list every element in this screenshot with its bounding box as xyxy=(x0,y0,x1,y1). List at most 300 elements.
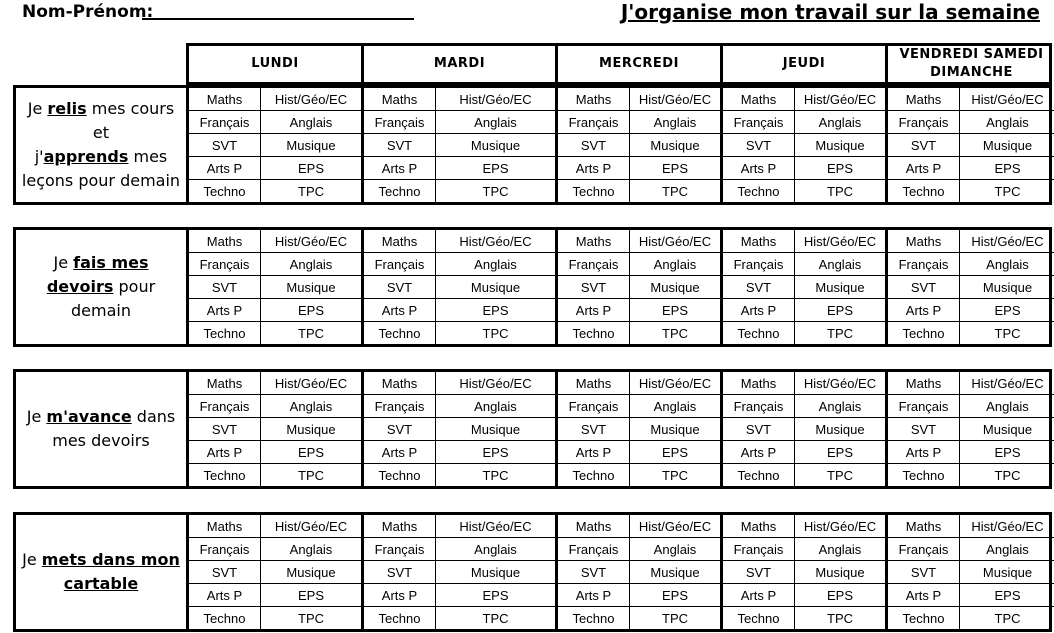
day-column xyxy=(189,515,364,629)
subject-cell: TPC xyxy=(994,467,1021,483)
subject-row xyxy=(189,584,361,607)
subject-cell: TPC xyxy=(662,610,688,626)
subject-cell: Maths xyxy=(723,88,795,110)
subject-row xyxy=(558,584,720,607)
subject-row xyxy=(189,111,361,134)
subject-row xyxy=(364,157,555,180)
subject-cell: Techno xyxy=(558,322,630,344)
page-title: J'organise mon travail sur la semaine xyxy=(620,0,1040,24)
subject-cell: EPS xyxy=(826,302,853,318)
subject-cell: Musique xyxy=(650,421,700,437)
subject-row xyxy=(558,372,720,395)
subject-cell: TPC xyxy=(827,467,853,483)
subject-row xyxy=(364,584,555,607)
subject-row xyxy=(189,157,361,180)
subject-row xyxy=(723,157,885,180)
subject-cell: Musique xyxy=(286,137,336,153)
subject-row xyxy=(888,561,1054,584)
subject-cell: Hist/Géo/EC xyxy=(971,233,1044,249)
subject-cell: Maths xyxy=(558,372,630,394)
subject-row xyxy=(888,134,1054,157)
subject-row xyxy=(888,157,1054,180)
section-label-emphasis: cartable xyxy=(63,574,139,593)
subject-cell: EPS xyxy=(994,587,1021,603)
subject-row xyxy=(189,395,361,418)
day-column xyxy=(888,372,1054,486)
subject-cell: Techno xyxy=(364,180,436,202)
subject-row xyxy=(189,299,361,322)
subject-cell: EPS xyxy=(826,587,853,603)
subject-cell: Hist/Géo/EC xyxy=(274,233,348,249)
subject-cell: Hist/Géo/EC xyxy=(971,375,1044,391)
subject-row xyxy=(888,299,1054,322)
subject-cell: EPS xyxy=(661,302,688,318)
subject-cell: Anglais xyxy=(818,398,862,414)
section-block xyxy=(13,227,1052,347)
subject-row xyxy=(888,441,1054,464)
subject-cell: Musique xyxy=(815,279,865,295)
subject-row xyxy=(888,515,1054,538)
section-label-text: leçons pour demain xyxy=(21,171,181,190)
subject-cell: Français xyxy=(364,111,436,133)
subject-cell: Anglais xyxy=(818,541,862,557)
section-label-emphasis: mets dans mon xyxy=(41,550,180,569)
subject-cell: Français xyxy=(888,253,960,275)
subject-row xyxy=(723,88,885,111)
subject-cell: Maths xyxy=(364,88,436,110)
subject-row xyxy=(558,515,720,538)
subject-row xyxy=(723,230,885,253)
subject-row xyxy=(558,276,720,299)
subject-row xyxy=(558,180,720,202)
subject-row xyxy=(888,607,1054,629)
subject-cell: SVT xyxy=(558,276,630,298)
subject-cell: Français xyxy=(189,538,261,560)
subject-cell: Français xyxy=(723,395,795,417)
subject-cell: Arts P xyxy=(364,157,436,179)
days-header xyxy=(186,43,1052,85)
subject-cell: Musique xyxy=(286,564,336,580)
subject-cell: Anglais xyxy=(474,114,517,130)
subject-cell: Musique xyxy=(470,421,521,437)
subject-cell: Maths xyxy=(723,372,795,394)
subject-row xyxy=(723,111,885,134)
section-block xyxy=(13,369,1052,489)
subject-cell: Anglais xyxy=(986,256,1029,272)
subject-cell: Anglais xyxy=(289,256,333,272)
subject-cell: Anglais xyxy=(986,398,1029,414)
subject-row xyxy=(189,515,361,538)
subject-cell: TPC xyxy=(482,325,509,341)
subject-row xyxy=(558,157,720,180)
subject-row xyxy=(364,561,555,584)
subject-row xyxy=(723,299,885,322)
subject-cell: TPC xyxy=(994,325,1021,341)
subject-cell: Maths xyxy=(189,372,261,394)
subject-row xyxy=(189,561,361,584)
subject-cell: Arts P xyxy=(189,157,261,179)
subject-cell: Musique xyxy=(982,564,1033,580)
subject-cell: Maths xyxy=(888,88,960,110)
subject-cell: SVT xyxy=(723,561,795,583)
subject-cell: Hist/Géo/EC xyxy=(971,91,1044,107)
subject-row xyxy=(558,418,720,441)
subject-row xyxy=(189,464,361,486)
subject-cell: Hist/Géo/EC xyxy=(803,375,877,391)
subject-cell: Maths xyxy=(558,88,630,110)
subject-row xyxy=(888,418,1054,441)
subject-row xyxy=(364,253,555,276)
subject-cell: Techno xyxy=(888,607,960,629)
subject-cell: Français xyxy=(189,395,261,417)
subject-row xyxy=(364,276,555,299)
section-label xyxy=(16,88,189,202)
subject-cell: Arts P xyxy=(558,441,630,463)
day-column xyxy=(364,230,558,344)
subject-cell: Techno xyxy=(558,607,630,629)
subject-cell: SVT xyxy=(189,134,261,156)
subject-cell: EPS xyxy=(661,587,688,603)
subject-row xyxy=(189,134,361,157)
day-column xyxy=(558,515,723,629)
subject-cell: Techno xyxy=(364,464,436,486)
subject-row xyxy=(558,253,720,276)
subject-cell: Hist/Géo/EC xyxy=(459,518,532,534)
subject-cell: Musique xyxy=(815,137,865,153)
subject-row xyxy=(723,464,885,486)
subject-cell: Hist/Géo/EC xyxy=(803,233,877,249)
subject-row xyxy=(723,372,885,395)
subject-row xyxy=(558,88,720,111)
subject-cell: TPC xyxy=(298,610,324,626)
subject-cell: Hist/Géo/EC xyxy=(274,518,348,534)
subject-cell: TPC xyxy=(662,467,688,483)
subject-row xyxy=(189,607,361,629)
subject-cell: Musique xyxy=(470,137,521,153)
subject-cell: Français xyxy=(364,395,436,417)
subject-cell: EPS xyxy=(826,160,853,176)
section-label-text: Je xyxy=(27,99,48,118)
subject-row xyxy=(558,322,720,344)
section-label-emphasis: fais mes xyxy=(73,253,149,272)
subject-row xyxy=(558,395,720,418)
day-header: MERCREDI xyxy=(558,46,723,82)
subject-row xyxy=(888,253,1054,276)
day-column xyxy=(364,88,558,202)
subject-cell: SVT xyxy=(189,276,261,298)
subject-cell: Maths xyxy=(888,230,960,252)
subject-row xyxy=(723,253,885,276)
subject-cell: Français xyxy=(189,111,261,133)
day-column xyxy=(723,372,888,486)
subject-cell: EPS xyxy=(661,160,688,176)
subject-row xyxy=(189,253,361,276)
subject-cell: Français xyxy=(723,253,795,275)
subject-cell: Techno xyxy=(723,322,795,344)
subject-cell: TPC xyxy=(994,183,1021,199)
subject-cell: Anglais xyxy=(986,541,1029,557)
subject-cell: Arts P xyxy=(558,299,630,321)
day-column xyxy=(558,230,723,344)
subject-row xyxy=(364,322,555,344)
subject-row xyxy=(558,299,720,322)
subject-cell: SVT xyxy=(189,561,261,583)
subject-cell: Arts P xyxy=(364,441,436,463)
subject-row xyxy=(364,464,555,486)
subject-cell: Hist/Géo/EC xyxy=(638,518,712,534)
subject-cell: EPS xyxy=(482,302,509,318)
subject-cell: Musique xyxy=(650,564,700,580)
subject-cell: Anglais xyxy=(289,541,333,557)
subject-cell: Anglais xyxy=(289,398,333,414)
subject-cell: Arts P xyxy=(189,441,261,463)
subject-row xyxy=(723,276,885,299)
subject-row xyxy=(189,180,361,202)
subject-cell: SVT xyxy=(723,134,795,156)
subject-cell: Techno xyxy=(364,607,436,629)
subject-cell: SVT xyxy=(364,134,436,156)
subject-cell: Musique xyxy=(982,137,1033,153)
day-column xyxy=(189,230,364,344)
day-column xyxy=(558,372,723,486)
subject-cell: Maths xyxy=(364,230,436,252)
subject-row xyxy=(723,561,885,584)
day-header: JEUDI xyxy=(723,46,888,82)
subject-cell: SVT xyxy=(888,561,960,583)
subject-cell: Maths xyxy=(364,515,436,537)
subject-row xyxy=(189,230,361,253)
subject-cell: SVT xyxy=(364,276,436,298)
subject-cell: EPS xyxy=(482,444,509,460)
subject-row xyxy=(189,88,361,111)
subject-cell: SVT xyxy=(888,418,960,440)
section-label-text: Je xyxy=(26,407,47,426)
subject-cell: Maths xyxy=(189,515,261,537)
section-label-text: Je xyxy=(22,550,42,569)
section-label-text: j' xyxy=(34,147,44,166)
subject-row xyxy=(364,111,555,134)
subject-cell: Arts P xyxy=(189,584,261,606)
section-label xyxy=(16,230,189,344)
subject-cell: Techno xyxy=(558,180,630,202)
day-column xyxy=(364,515,558,629)
subject-row xyxy=(723,441,885,464)
subject-cell: Techno xyxy=(888,180,960,202)
subject-row xyxy=(888,464,1054,486)
subject-row xyxy=(558,111,720,134)
subject-cell: Arts P xyxy=(888,584,960,606)
subject-cell: EPS xyxy=(297,587,324,603)
subject-row xyxy=(364,372,555,395)
day-column xyxy=(723,88,888,202)
section-label-text: mes devoirs xyxy=(52,431,150,450)
subject-cell: Arts P xyxy=(723,157,795,179)
subject-cell: TPC xyxy=(827,183,853,199)
section-label-emphasis: relis xyxy=(47,99,87,118)
name-label: Nom-Prénom: xyxy=(22,2,154,22)
subject-cell: SVT xyxy=(558,561,630,583)
subject-cell: Arts P xyxy=(364,584,436,606)
subject-cell: Maths xyxy=(723,230,795,252)
subject-cell: Français xyxy=(189,253,261,275)
subject-cell: Français xyxy=(723,538,795,560)
subject-row xyxy=(888,395,1054,418)
subject-row xyxy=(364,515,555,538)
subject-cell: Anglais xyxy=(653,541,697,557)
subject-cell: Français xyxy=(364,538,436,560)
subject-row xyxy=(364,299,555,322)
subject-cell: Techno xyxy=(888,322,960,344)
section-label-emphasis: apprends xyxy=(43,147,129,166)
subject-row xyxy=(189,322,361,344)
subject-cell: Français xyxy=(558,395,630,417)
subject-cell: Arts P xyxy=(558,157,630,179)
subject-cell: Français xyxy=(888,111,960,133)
subject-cell: Maths xyxy=(723,515,795,537)
subject-cell: SVT xyxy=(723,276,795,298)
subject-cell: EPS xyxy=(297,302,324,318)
subject-cell: Arts P xyxy=(558,584,630,606)
subject-cell: Hist/Géo/EC xyxy=(459,233,532,249)
subject-cell: Musique xyxy=(815,564,865,580)
subject-cell: SVT xyxy=(558,418,630,440)
subject-row xyxy=(558,464,720,486)
subject-cell: Anglais xyxy=(653,398,697,414)
subject-cell: Français xyxy=(558,253,630,275)
day-column xyxy=(189,88,364,202)
subject-row xyxy=(723,395,885,418)
section-label-text: mes cours xyxy=(86,99,175,118)
subject-cell: Techno xyxy=(189,180,261,202)
subject-cell: TPC xyxy=(482,183,509,199)
subject-row xyxy=(723,180,885,202)
subject-cell: Musique xyxy=(650,137,700,153)
section-label-text: et xyxy=(92,123,110,142)
subject-row xyxy=(364,395,555,418)
subject-cell: Arts P xyxy=(888,299,960,321)
subject-cell: Arts P xyxy=(364,299,436,321)
subject-cell: Français xyxy=(723,111,795,133)
section-label xyxy=(16,515,189,629)
subject-cell: Techno xyxy=(888,464,960,486)
subject-cell: Musique xyxy=(286,421,336,437)
subject-cell: Musique xyxy=(470,279,521,295)
subject-cell: Hist/Géo/EC xyxy=(803,91,877,107)
subject-row xyxy=(558,441,720,464)
subject-cell: SVT xyxy=(364,418,436,440)
subject-row xyxy=(189,276,361,299)
subject-row xyxy=(723,134,885,157)
subject-cell: SVT xyxy=(558,134,630,156)
subject-row xyxy=(888,111,1054,134)
day-header: VENDREDI SAMEDI DIMANCHE xyxy=(899,47,1044,80)
subject-cell: Techno xyxy=(723,180,795,202)
subject-cell: Arts P xyxy=(723,299,795,321)
subject-row xyxy=(723,418,885,441)
section-label-text: dans xyxy=(131,407,176,426)
subject-cell: Techno xyxy=(364,322,436,344)
subject-row xyxy=(558,607,720,629)
subject-cell: Anglais xyxy=(289,114,333,130)
subject-cell: Anglais xyxy=(986,114,1029,130)
subject-cell: Anglais xyxy=(818,114,862,130)
subject-cell: Hist/Géo/EC xyxy=(274,375,348,391)
section-label-text: pour demain xyxy=(71,277,156,320)
subject-cell: Arts P xyxy=(723,441,795,463)
subject-cell: TPC xyxy=(298,183,324,199)
subject-cell: Hist/Géo/EC xyxy=(971,518,1044,534)
day-column xyxy=(364,372,558,486)
subject-cell: EPS xyxy=(826,444,853,460)
section-label xyxy=(16,372,189,486)
subject-row xyxy=(189,441,361,464)
section-block xyxy=(13,512,1052,632)
subject-row xyxy=(888,276,1054,299)
day-column xyxy=(723,515,888,629)
subject-cell: SVT xyxy=(888,276,960,298)
subject-cell: TPC xyxy=(662,183,688,199)
subject-row xyxy=(189,418,361,441)
subject-row xyxy=(364,230,555,253)
subject-cell: Arts P xyxy=(888,441,960,463)
subject-cell: Anglais xyxy=(653,114,697,130)
subject-cell: Techno xyxy=(189,464,261,486)
subject-cell: Arts P xyxy=(723,584,795,606)
day-header: MARDI xyxy=(364,46,558,82)
day-column xyxy=(558,88,723,202)
subject-row xyxy=(888,88,1054,111)
subject-row xyxy=(558,134,720,157)
name-line xyxy=(142,18,414,20)
subject-cell: EPS xyxy=(661,444,688,460)
subject-cell: TPC xyxy=(827,325,853,341)
subject-row xyxy=(723,538,885,561)
subject-cell: Anglais xyxy=(653,256,697,272)
subject-cell: SVT xyxy=(723,418,795,440)
subject-cell: Anglais xyxy=(474,256,517,272)
subject-cell: Anglais xyxy=(818,256,862,272)
subject-cell: Musique xyxy=(650,279,700,295)
subject-row xyxy=(888,180,1054,202)
subject-cell: TPC xyxy=(298,325,324,341)
subject-cell: Techno xyxy=(189,322,261,344)
subject-row xyxy=(558,230,720,253)
subject-cell: Musique xyxy=(286,279,336,295)
subject-cell: Musique xyxy=(982,279,1033,295)
subject-cell: EPS xyxy=(297,444,324,460)
subject-row xyxy=(888,322,1054,344)
subject-cell: Musique xyxy=(982,421,1033,437)
subject-row xyxy=(723,322,885,344)
section-label-text: mes xyxy=(128,147,168,166)
day-column xyxy=(723,230,888,344)
subject-row xyxy=(189,538,361,561)
subject-cell: Anglais xyxy=(474,398,517,414)
subject-cell: Maths xyxy=(189,230,261,252)
subject-cell: Arts P xyxy=(189,299,261,321)
subject-row xyxy=(364,134,555,157)
subject-row xyxy=(558,538,720,561)
day-column xyxy=(888,230,1054,344)
subject-cell: Maths xyxy=(558,515,630,537)
subject-row xyxy=(723,584,885,607)
subject-cell: EPS xyxy=(994,160,1021,176)
subject-row xyxy=(888,372,1054,395)
subject-cell: TPC xyxy=(827,610,853,626)
subject-cell: Maths xyxy=(189,88,261,110)
subject-cell: Techno xyxy=(189,607,261,629)
subject-cell: TPC xyxy=(482,467,509,483)
